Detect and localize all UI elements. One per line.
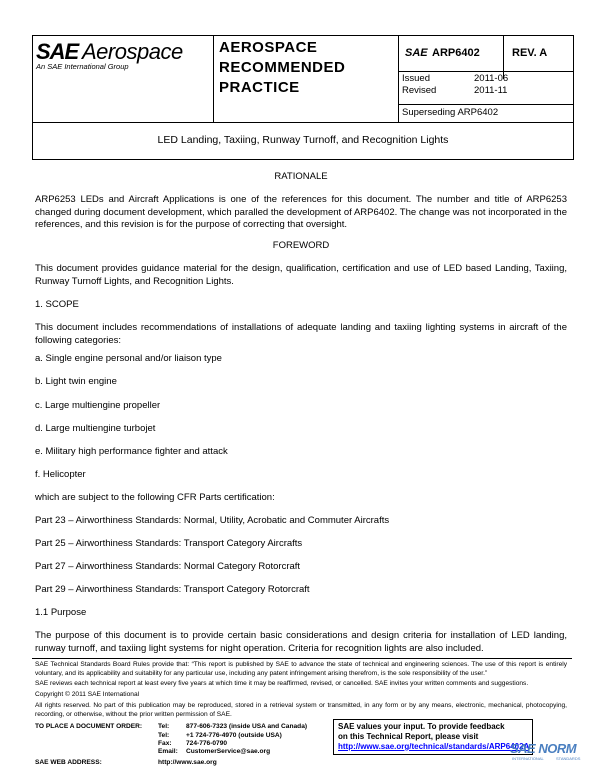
watermark-sub: INTERNATIONAL	[512, 756, 544, 761]
purpose-text: The purpose of this document is to provide certain basic considerations and design criteria for installation of LED landing, runway turnoff, and taxiing light systems for night operation. Criteria for recognition lights are also included.	[35, 630, 567, 654]
email-label: Email:	[158, 748, 178, 755]
superseding: Superseding ARP6402	[402, 107, 499, 118]
list-item: d. Large multiengine turbojet	[35, 423, 156, 434]
list-item: e. Military high performance fighter and attack	[35, 446, 228, 457]
list-item: b. Light twin engine	[35, 376, 117, 387]
revised-label: Revised	[402, 85, 437, 96]
web-label: SAE WEB ADDRESS:	[35, 759, 102, 766]
issued-value: 2011-06	[474, 73, 509, 84]
list-item: Part 25 – Airworthiness Standards: Transport Category Aircrafts	[35, 538, 303, 549]
footer-rights: All rights reserved. No part of this publication may be reproduced, stored in a retrieval system or transmitted, in any form or by any means, electronic, mechanical, photocopying, recording, or otherwise, without the prior written permission of SAE.	[35, 702, 567, 718]
feedback-line2: on this Technical Report, please visit	[338, 732, 479, 741]
footer-separator	[32, 658, 572, 659]
fax-label: Fax:	[158, 740, 172, 747]
tel1-value: 877-606-7323 (inside USA and Canada)	[186, 723, 308, 730]
doc-number: ARP6402	[432, 47, 480, 59]
watermark-sub: STANDARDS	[556, 756, 581, 761]
scope-heading: 1. SCOPE	[35, 299, 79, 310]
tel2-value: +1 724-776-4970 (outside USA)	[186, 732, 282, 739]
order-label: TO PLACE A DOCUMENT ORDER:	[35, 723, 143, 730]
web-value[interactable]: http://www.sae.org	[158, 759, 217, 766]
rationale-heading: RATIONALE	[274, 171, 328, 182]
list-item: Part 23 – Airworthiness Standards: Normal, Utility, Acrobatic and Commuter Aircrafts	[35, 515, 390, 526]
header-divider	[213, 36, 214, 122]
list-item: f. Helicopter	[35, 469, 86, 480]
issued-label: Issued	[402, 73, 430, 84]
fax-value: 724-776-0790	[186, 740, 228, 747]
tel2-label: Tel:	[158, 732, 170, 739]
list-item: c. Large multiengine propeller	[35, 400, 161, 411]
header-divider	[398, 71, 573, 72]
foreword-text: This document provides guidance material for the design, qualification, certification and use of LED based Landing, Taxiing, Runway Turnoff Lights, and Recognition Lights.	[35, 263, 567, 287]
revision: REV. A	[512, 47, 548, 59]
header-divider	[398, 104, 573, 105]
sae-logo: SAE	[36, 39, 79, 64]
header-divider	[398, 36, 399, 122]
rationale-text: ARP6253 LEDs and Aircraft Applications is one of the references for this document. The number and title of ARP6253 changed during document development, which paralled the development of ARP6402. The change was not incorporated in the references, and this revision is for the purpose of correcting that oversight.	[35, 194, 567, 230]
logo-subtitle: An SAE International Group	[36, 62, 129, 71]
scope-intro: This document includes recommendations of installations of adequate landing and taxiing lighting systems in aircraft of the following categories:	[35, 322, 567, 346]
doc-prefix: SAE	[405, 47, 428, 59]
feedback-box	[333, 719, 533, 755]
aerospace-logo: Aerospace	[82, 39, 183, 64]
foreword-heading: FOREWORD	[272, 240, 330, 251]
document-title: LED Landing, Taxiing, Runway Turnoff, and Recognition Lights	[32, 121, 574, 160]
watermark-logo: SAE NORM	[510, 741, 577, 756]
list-item: Part 29 – Airworthiness Standards: Transport Category Rotorcraft	[35, 584, 310, 595]
revised-value: 2011-11	[474, 85, 508, 96]
footer-rules: SAE Technical Standards Board Rules provide that: “This report is published by SAE to advance the state of technical and engineering sciences. The use of this report is entirely voluntary, and its applicability and suitability for any particular use, including any patent infringement arising therefrom, is the sole responsibility of the user.”	[35, 661, 567, 677]
email-value[interactable]: CustomerService@sae.org	[186, 748, 271, 755]
footer-review: SAE reviews each technical report at least every five years at which time it may be reaffirmed, revised, or cancelled. SAE invites your written comments and suggestions.	[35, 680, 529, 687]
purpose-heading: 1.1 Purpose	[35, 607, 87, 618]
feedback-link[interactable]: http://www.sae.org/technical/standards/ARP6402A	[338, 742, 530, 751]
footer-copyright: Copyright © 2011 SAE International	[35, 691, 140, 698]
cfr-intro: which are subject to the following CFR Parts certification:	[35, 492, 275, 503]
list-item: a. Single engine personal and/or liaison type	[35, 353, 222, 364]
document-type-title: AEROSPACE RECOMMENDED PRACTICE	[219, 39, 346, 96]
list-item: Part 27 – Airworthiness Standards: Normal Category Rotorcraft	[35, 561, 301, 572]
feedback-line1: SAE values your input. To provide feedback	[338, 722, 505, 731]
tel1-label: Tel:	[158, 723, 170, 730]
